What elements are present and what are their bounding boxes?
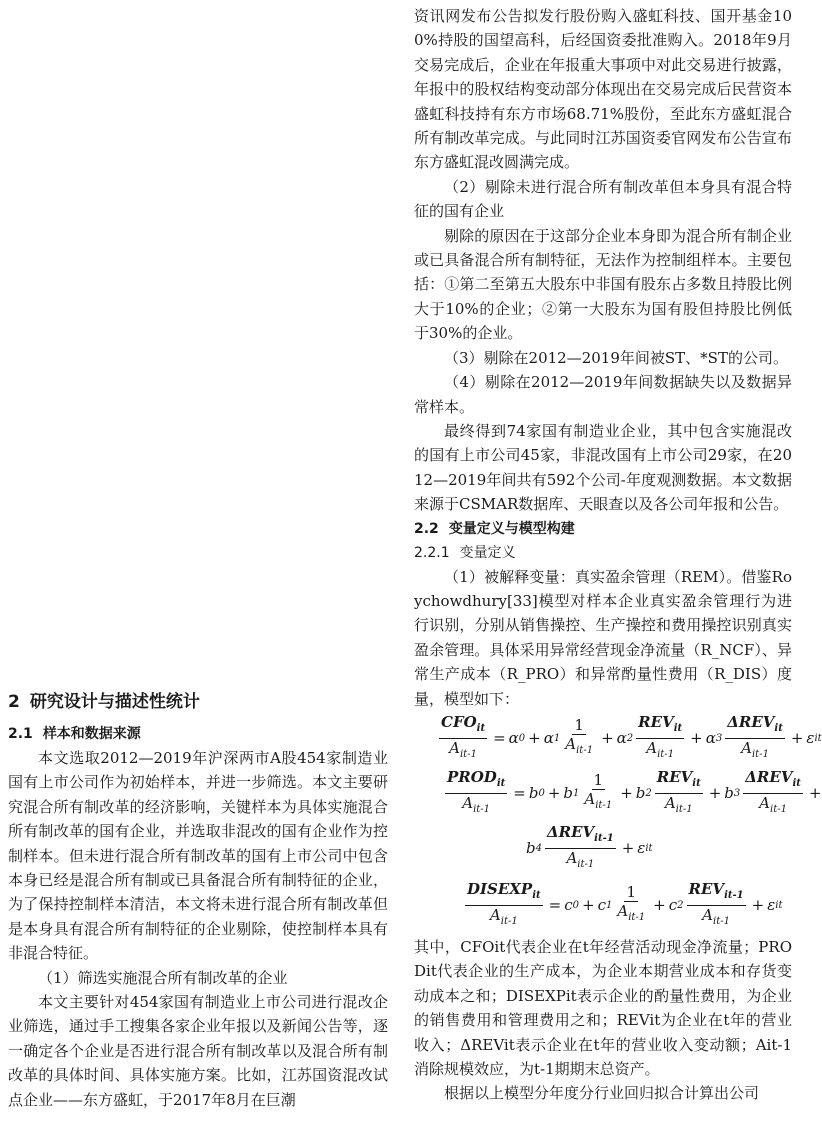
subsection-2-2-1-heading bbox=[414, 541, 792, 565]
equations bbox=[414, 712, 822, 931]
item-4: （4）剔除在2012—2019年间数据缺失以及数据异常样本。 bbox=[414, 373, 792, 416]
section-heading bbox=[8, 690, 388, 714]
equation-prod-cont: b 4 $\frac{\Delta REV_{it-1}}{A_{it-1}}$ + ε it bbox=[526, 822, 653, 870]
subsection-2-2-1-title: 变量定义 bbox=[459, 544, 516, 561]
paragraph-screening: 本文主要针对454家国有制造业上市公司进行混改企业筛选，通过手工搜集各家企业年报以及新闻公告等，逐一确定各个企业是否进行混合所有制改革以及混合所有制改革的具体时间、具体实施方案。比如，江苏国资混改试点企业——东方盛虹，于2017年8月在巨潮 bbox=[8, 993, 388, 1109]
subsection-2-2-1-number: 2.2.1 bbox=[414, 544, 450, 561]
subsection-2-2-number: 2.2 bbox=[414, 520, 439, 537]
subsection-title: 样本和数据来源 bbox=[42, 726, 141, 742]
paragraph-variable-definitions: 其中，CFOit代表企业在t年经营活动现金净流量；PRODit代表企业的生产成本，为企业本期营业成本和存货变动成本之和；DISEXPit表示企业的酌量性费用，为企业的销售费用和管理费用之和；REVit为企业在t年的营业收入；ΔREVit表示企业在t年的营业收入变动额；Ait-1消除规模效应，为t-1期期末总资产。 bbox=[414, 937, 792, 1078]
left-column bbox=[8, 0, 388, 1112]
paragraph-exclusion-reason: 剔除的原因在于这部分企业本身即为混合所有制企业或已具备混合所有制特征，无法作为控制组样本。主要包括：①第二至第五大股东中非国有股东占多数且持股比例大于10%的企业；②第一大股东为国有股但持股比例低于30%的企业。 bbox=[414, 226, 792, 343]
paragraph-final-sample: 最终得到74家国有制造业企业，其中包含实施混改的国有上市公司45家，非混改国有上市公司29家，在2012—2019年间共有592个公司-年度观测数据。本文数据来源于CSMAR数据库、天眼查以及各公司年报和公告。 bbox=[414, 421, 792, 514]
item-3: （3）剔除在2012—2019年间被ST、*ST的公司。 bbox=[444, 348, 788, 367]
subsection-heading bbox=[8, 722, 388, 746]
right-column bbox=[414, 0, 822, 1106]
equation-cfo: $\frac{CFO_{it}}{A_{it-1}}$ = α 0 + α 1 $\frac{1}{A_{it-1}}$ + α 2 $\frac{REV_{it}}{A_{it-1}}$ + α 3 $\frac{\Delta REV_{it}}{A_{it-1}}$ + ε it bbox=[441, 712, 822, 760]
paragraph-sample: 本文选取2012—2019年沪深两市A股454家制造业国有上市公司作为初始样本，并进一步筛选。本文主要研究混合所有制改革的经济影响，关键样本为具体实施混合所有制改革的国有企业，并选取非混改的国有企业作为控制样本。但未进行混合所有制改革的国有上市公司中包含本身已经是混合所有制或已具备混合所有制特征的企业，为了保持控制样本清洁，本文将未进行混合所有制改革但是本身具有混合所有制特征的企业剔除，使控制样本具有非混合特征。 bbox=[8, 749, 388, 963]
subsection-2-2-heading bbox=[414, 517, 792, 541]
paragraph-dependent-variable: （1）被解释变量：真实盈余管理（REM）。借鉴Roychowdhury[33]模型对样本企业真实盈余管理行为进行识别，分别从销售操控、生产操控和费用操控识别真实盈余管理。具体采用异常经营现金净流量（R_NCF）、异常生产成本（R_PRO）和异常酌量性费用（R_DIS）度量，模型如下： bbox=[414, 567, 792, 708]
equation-prod: $\frac{PROD_{it}}{A_{it-1}}$ = b 0 + b 1 $\frac{1}{A_{it-1}}$ + b 2 $\frac{REV_{it}}{A_{it-1}}$ + b 3 $\frac{\Delta REV_{it}}{A_{it-1}}$ + bbox=[447, 767, 822, 815]
subsection-2-2-title: 变量定义与模型构建 bbox=[448, 520, 575, 537]
section-number: 2 bbox=[8, 692, 20, 712]
paragraph-continuation: 资讯网发布公告拟发行股份购入盛虹科技、国开基金100%持股的国望高科，后经国资委批准购入。2018年9月交易完成后，企业在年报重大事项中对此交易进行披露，年报中的股权结构变动部分体现出在交易完成后民营资本盛虹科技持有东方市场68.71%股份，至此东方盛虹混合所有制改革完成。与此同时江苏国资委官网发布公告宣布东方盛虹混改圆满完成。 bbox=[414, 7, 792, 172]
item-2-title: （2）剔除未进行混合所有制改革但本身具有混合特征的国有企业 bbox=[414, 177, 792, 221]
paragraph-regression: 根据以上模型分年度分行业回归拟合计算出公司 bbox=[444, 1084, 760, 1103]
equation-disexp: $\frac{DISEXP_{it}}{A_{it-1}}$ = c 0 + c 1 $\frac{1}{A_{it-1}}$ + c 2 $\frac{REV_{it-1}}{A_{it-1}}$ + ε it bbox=[467, 879, 783, 927]
item-1-title: （1）筛选实施混合所有制改革的企业 bbox=[38, 968, 288, 987]
section-title: 研究设计与描述性统计 bbox=[29, 692, 200, 712]
subsection-number: 2.1 bbox=[8, 726, 33, 742]
